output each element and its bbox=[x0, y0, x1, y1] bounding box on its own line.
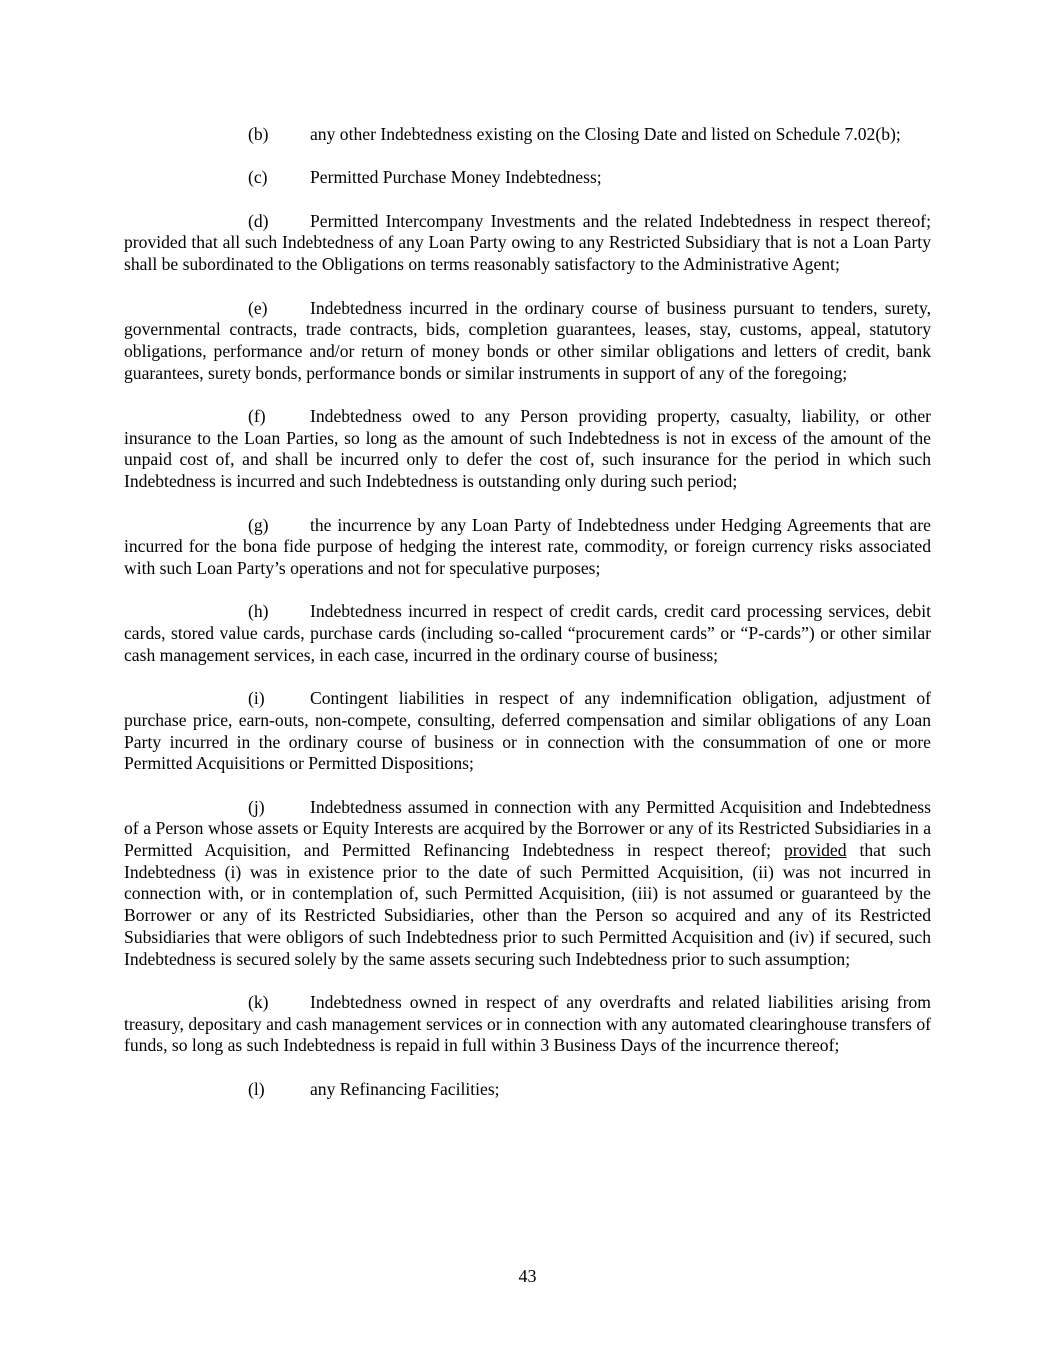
clause-k bbox=[124, 992, 931, 1057]
clause-c bbox=[124, 167, 931, 189]
clause-text: Indebtedness assumed in connection with any Permitted Acquisition and Indebtedness of a Person whose assets or Equity Interests are acquired by the Borrower or any of its Restricted Subsidiaries in a Permitted Acquisition, and Permitted Refinancing Indebtedness in respect thereof; bbox=[124, 796, 931, 861]
clause-g bbox=[124, 515, 931, 580]
clause-text: Indebtedness owed to any Person providing property, casualty, liability, or other insurance to the Loan Parties, so long as the amount of such Indebtedness is not in excess of the amount of the unpaid cost of, and shall be incurred only to defer the cost of, such insurance for the period in which such Indebtedness is incurred and such Indebtedness is outstanding only during such period; bbox=[124, 406, 931, 492]
clause-f bbox=[124, 406, 931, 493]
clause-number: (b) bbox=[248, 124, 269, 144]
clause-number: (i) bbox=[248, 688, 265, 709]
clause-text: any Refinancing Facilities; bbox=[310, 1078, 500, 1099]
page-number: 43 bbox=[518, 1266, 537, 1286]
clause-text: Indebtedness incurred in the ordinary course of business pursuant to tenders, surety, governmental contracts, trade contracts, bids, completion guarantees, leases, stay, customs, appeal, statutory obligations, performance and/or return of money bonds or other similar obligations and letters of credit, bank guarantees, surety bonds, performance bonds or similar instruments in support of any of the foregoing; bbox=[124, 297, 931, 383]
clause-number: (f) bbox=[248, 406, 266, 427]
clause-j bbox=[124, 797, 931, 971]
clause-e bbox=[124, 298, 931, 385]
clause-text: Permitted Purchase Money Indebtedness; bbox=[310, 167, 602, 188]
clause-text: Indebtedness incurred in respect of credit cards, credit card processing services, debit cards, stored value cards, purchase cards (including so-called “procurement cards” or “P-cards”) or other similar cash management services, in each case, incurred in the ordinary course of business; bbox=[124, 601, 931, 665]
clause-number: (d) bbox=[248, 210, 269, 231]
clause-text-continued: that such Indebtedness (i) was in existence prior to the date of such Permitted Acquisition, (ii) was not incurred in connection with, or in contemplation of, such Permitted Acquisition, (iii) is not assumed or guaranteed by the Borrower or any of its Restricted Subsidiaries, other than the Person so acquired and any of its Restricted Subsidiaries that were obligors of such Indebtedness prior to such Permitted Acquisition and (iv) if secured, such Indebtedness is secured solely by the same assets securing such Indebtedness prior to such assumption; bbox=[124, 840, 932, 969]
clause-text: any other Indebtedness existing on the Closing Date and listed on Schedule 7.02(b); bbox=[310, 124, 901, 144]
clause-number: (l) bbox=[248, 1078, 265, 1099]
clause-l bbox=[124, 1079, 931, 1101]
clause-text: Indebtedness owned in respect of any overdrafts and related liabilities arising from treasury, depositary and cash management services or in connection with any automated clearinghouse transfers of funds, so long as such Indebtedness is repaid in full within 3 Business Days of the incurrence thereof; bbox=[124, 991, 931, 1056]
clause-number: (g) bbox=[248, 514, 269, 535]
clause-text: the incurrence by any Loan Party of Indebtedness under Hedging Agreements that are incurred for the bona fide purpose of hedging the interest rate, commodity, or foreign currency risks associated with such Loan Party’s operations and not for speculative purposes; bbox=[124, 514, 931, 578]
clause-b bbox=[124, 124, 931, 146]
clause-number: (h) bbox=[248, 601, 269, 622]
document-body bbox=[124, 124, 931, 1100]
provided-underlined: provided bbox=[784, 840, 847, 861]
clause-i bbox=[124, 688, 931, 775]
clause-text: Permitted Intercompany Investments and the related Indebtedness in respect thereof; provided that all such Indebtedness of any Loan Party owing to any Restricted Subsidiary that is not a Loan Party shall be subordinated to the Obligations on terms reasonably satisfactory to the Administrative Agent; bbox=[124, 210, 931, 275]
clause-number: (k) bbox=[248, 991, 269, 1012]
clause-number: (j) bbox=[248, 796, 265, 817]
clause-h bbox=[124, 601, 931, 666]
clause-d bbox=[124, 211, 931, 276]
clause-number: (c) bbox=[248, 167, 268, 188]
clause-text: Contingent liabilities in respect of any indemnification obligation, adjustment of purchase price, earn-outs, non-compete, consulting, deferred compensation and similar obligations of any Loan Party incurred in the ordinary course of business or in connection with the consummation of one or more Permitted Acquisitions or Permitted Dispositions; bbox=[124, 688, 931, 774]
clause-number: (e) bbox=[248, 297, 268, 318]
